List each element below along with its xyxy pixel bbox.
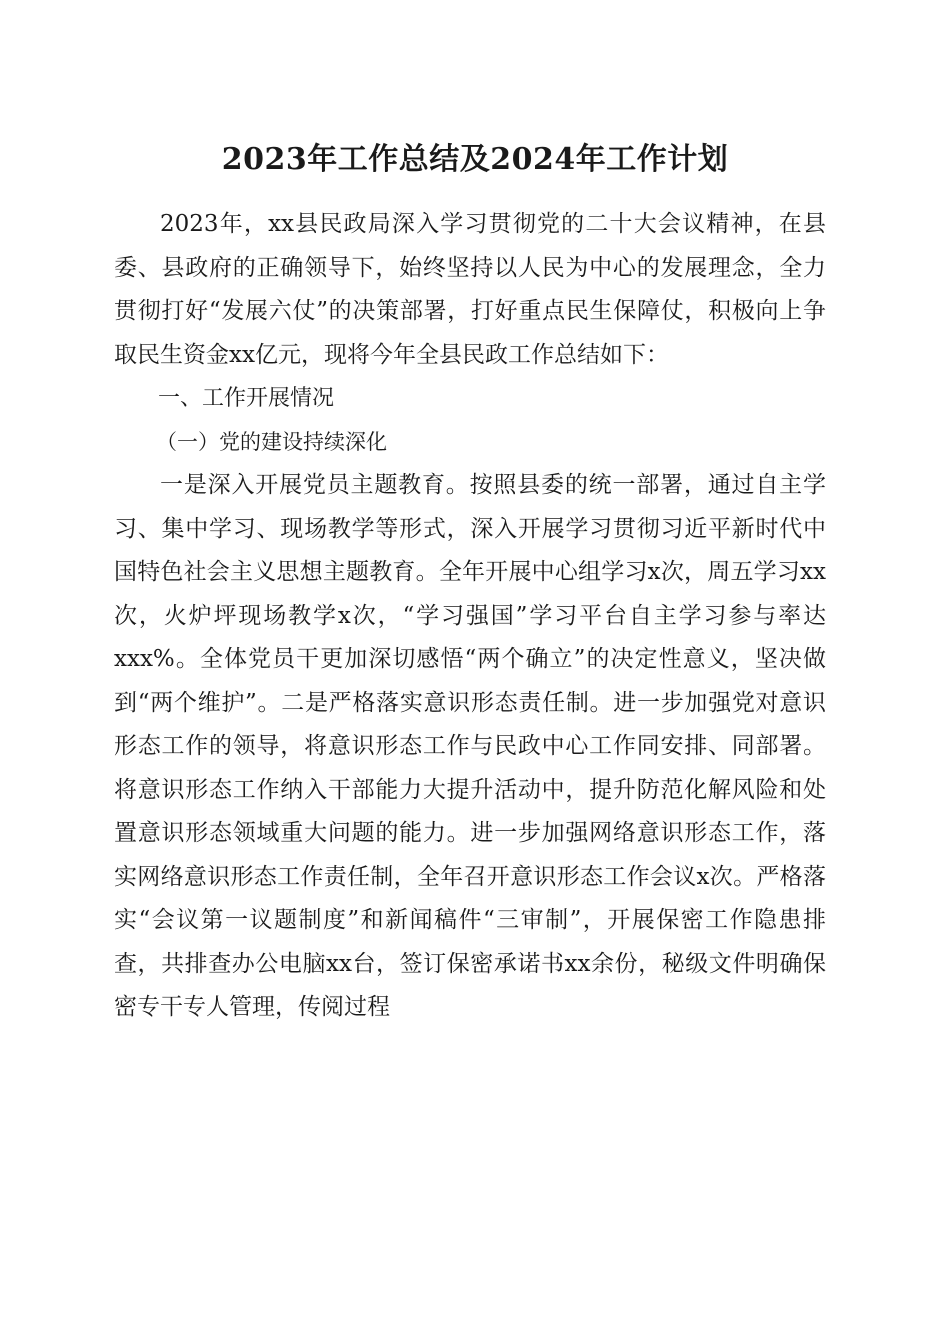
body-paragraph: 一是深入开展党员主题教育。按照县委的统一部署，通过自主学习、集中学习、现场教学等形式，深入开展学习贯彻习近平新时代中国特色社会主义思想主题教育。全年开展中心组学习x次，周五学习xx次，火炉坪现场教学x次，“学习强国”学习平台自主学习参与率达xxx%。全体党员干更加深切感悟“两个确立”的决定性意义，坚决做到“两个维护”。二是严格落实意识形态责任制。进一步加强党对意识形态工作的领导，将意识形态工作与民政中心工作同安排、同部署。将意识形态工作纳入干部能力大提升活动中，提升防范化解风险和处置意识形态领域重大问题的能力。进一步加强网络意识形态工作，落实网络意识形态工作责任制，全年召开意识形态工作会议x次。严格落实“会议第一议题制度”和新闻稿件“三审制”，开展保密工作隐患排查，共排查办公电脑xx台，签订保密承诺书xx余份，秘级文件明确保密专干专人管理，传阅过程 — [114, 472, 826, 1020]
document-body — [114, 203, 826, 1030]
intro-paragraph: 2023年，xx县民政局深入学习贯彻党的二十大会议精神，在县委、县政府的正确领导下，始终坚持以人民为中心的发展理念，全力贯彻打好“发展六仗”的决策部署，打好重点民生保障仗，积极向上争取民生资金xx亿元，现将今年全县民政工作总结如下： — [114, 211, 826, 368]
subsection-heading: （一）党的建设持续深化 — [156, 429, 387, 454]
document-title: 2023年工作总结及2024年工作计划 — [221, 142, 729, 177]
section-heading: 一、工作开展情况 — [158, 386, 335, 411]
